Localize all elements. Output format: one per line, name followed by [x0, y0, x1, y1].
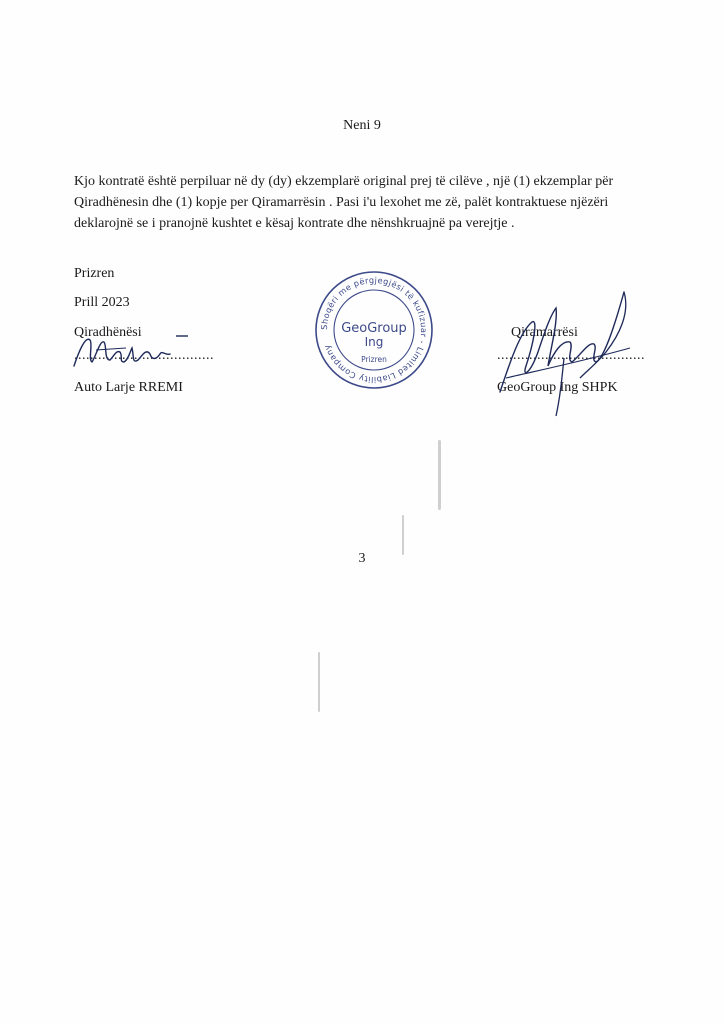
- signing-place: Prizren: [74, 266, 115, 281]
- paragraph-line: Kjo kontratë është perpiluar në dy (dy) ekzemplarë original prej të cilëve , një (1) ekzemplar për: [74, 174, 614, 189]
- scan-artifact: [438, 440, 441, 510]
- paragraph-line: deklarojnë se i pranojnë kushtet e kësaj kontrate dhe nënshkruajnë pa verejtje .: [74, 216, 515, 231]
- lessee-signature-line: .....................................: [497, 348, 645, 363]
- stamp-city: Prizren: [361, 355, 387, 364]
- stamp-company-suffix: Ing: [364, 335, 384, 349]
- stamp-ring-text: Shoqëri me përgjegjësi të kufizuar - Limited Liability Company: [318, 274, 430, 386]
- lessor-name: Auto Larje RREMI: [74, 380, 183, 395]
- article-heading: Neni 9: [343, 118, 381, 133]
- company-stamp: [312, 268, 436, 392]
- lessee-title: Qiramarrësi: [511, 325, 578, 340]
- scan-artifact: [402, 515, 404, 555]
- contract-paragraph: [74, 171, 654, 234]
- page-number: 3: [358, 551, 366, 566]
- lessor-title: Qiradhënësi: [74, 325, 142, 340]
- stamp-company-name: GeoGroup: [341, 321, 407, 336]
- lessor-signature-line: ...................................: [74, 348, 214, 363]
- paragraph-line: Qiradhënesin dhe (1) kopje per Qiramarrësin . Pasi i'u lexohet me zë, palët kontraktuese njëzëri: [74, 195, 609, 210]
- scan-artifact: [318, 652, 320, 712]
- signing-date: Prill 2023: [74, 295, 130, 310]
- lessee-name: GeoGroup Ing SHPK: [497, 380, 618, 395]
